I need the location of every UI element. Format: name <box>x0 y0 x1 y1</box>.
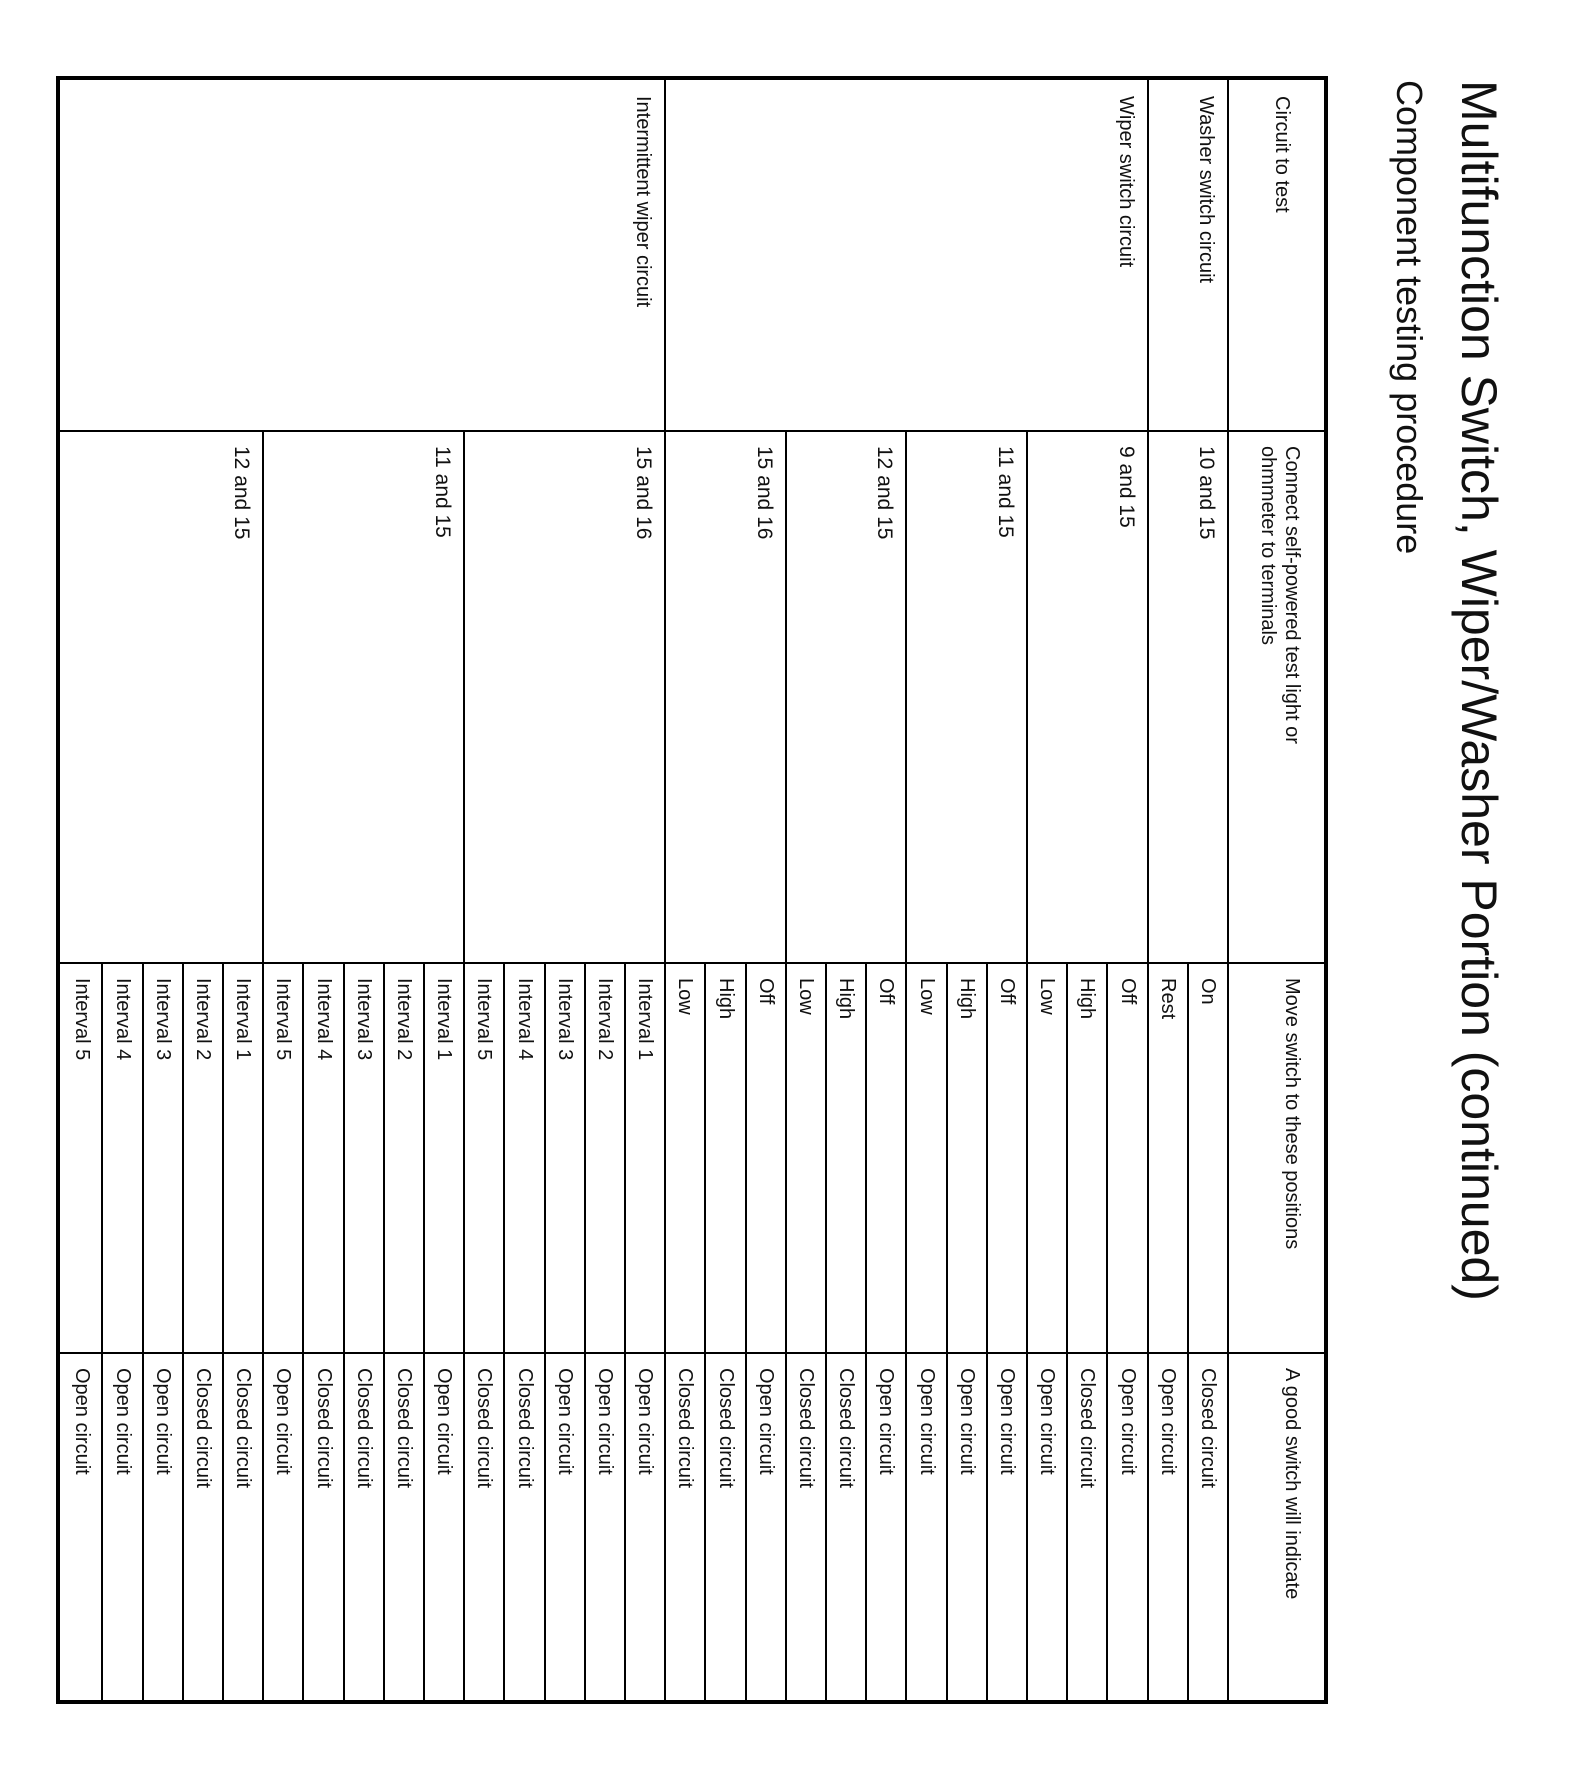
position-cell: Interval 2 <box>192 978 214 1061</box>
header-indicate: A good switch will indicate <box>1281 1368 1303 1600</box>
position-cell: Off <box>754 978 777 1005</box>
position-cell: Interval 3 <box>553 978 576 1061</box>
terminal-label: 11 and 15 <box>994 446 1017 538</box>
position-cell: Off <box>996 978 1018 1005</box>
result-cell: Open circuit <box>1156 1368 1179 1475</box>
position-cell: Low <box>795 978 817 1015</box>
result-cell: Closed circuit <box>352 1368 375 1489</box>
position-cell: Interval 4 <box>312 978 335 1061</box>
result-cell: Closed circuit <box>1197 1368 1219 1489</box>
position-cell: Interval 3 <box>352 978 375 1061</box>
result-cell: Open circuit <box>955 1368 978 1475</box>
terminal-divider <box>905 430 907 1700</box>
page-title: Multifunction Switch, Wiper/Washer Portion (continued) <box>1451 80 1507 1301</box>
row-divider <box>544 962 546 1700</box>
circuit-label: Wiper switch circuit <box>1114 96 1137 268</box>
row-divider <box>101 962 103 1700</box>
position-cell: Interval 1 <box>433 978 456 1061</box>
result-cell: Open circuit <box>151 1368 174 1475</box>
result-cell: Open circuit <box>71 1368 94 1475</box>
terminal-label: 9 and 15 <box>1114 446 1138 528</box>
terminal-divider <box>785 430 787 1700</box>
result-cell: Closed circuit <box>513 1368 536 1489</box>
row-divider <box>1187 962 1189 1700</box>
terminal-label: 11 and 15 <box>431 446 455 538</box>
row-divider <box>222 962 224 1700</box>
position-cell: Interval 5 <box>272 978 295 1061</box>
column-divider <box>60 430 1324 432</box>
position-cell: High <box>955 978 978 1020</box>
circuit-label: Washer switch circuit <box>1195 96 1217 284</box>
result-cell: Open circuit <box>553 1368 576 1475</box>
terminal-label: 12 and 15 <box>230 446 254 540</box>
position-cell: Interval 2 <box>393 978 415 1061</box>
row-divider <box>383 962 385 1700</box>
result-cell: Closed circuit <box>192 1368 214 1489</box>
position-cell: Interval 1 <box>634 978 657 1061</box>
result-cell: Open circuit <box>1036 1368 1059 1475</box>
row-divider <box>142 962 144 1700</box>
position-cell: Interval 4 <box>111 978 134 1061</box>
row-divider <box>503 962 505 1700</box>
header-circuit: Circuit to test <box>1271 96 1293 213</box>
page-subtitle: Component testing procedure <box>1389 80 1430 555</box>
result-cell: Closed circuit <box>795 1368 817 1489</box>
result-cell: Open circuit <box>875 1368 898 1475</box>
terminal-label: 15 and 16 <box>752 446 776 540</box>
position-cell: High <box>1076 978 1099 1020</box>
result-cell: Closed circuit <box>674 1368 697 1489</box>
result-cell: Open circuit <box>272 1368 295 1475</box>
position-cell: Off <box>1116 978 1139 1005</box>
result-cell: Closed circuit <box>393 1368 415 1489</box>
position-cell: Interval 4 <box>513 978 536 1061</box>
position-cell: Interval 1 <box>232 978 255 1061</box>
result-cell: Open circuit <box>111 1368 134 1475</box>
position-cell: Rest <box>1156 978 1179 1020</box>
position-cell: High <box>835 978 858 1020</box>
terminal-divider <box>262 430 264 1700</box>
circuit-label: Intermittent wiper circuit <box>632 96 655 308</box>
header-divider <box>1227 80 1229 1700</box>
row-divider <box>182 962 184 1700</box>
position-cell: Low <box>1036 978 1059 1015</box>
header-connect: Connect self-powered test light or ohmmeter to terminals <box>1257 446 1303 744</box>
position-cell: Low <box>674 978 697 1015</box>
row-divider <box>986 962 988 1700</box>
terminal-label: 10 and 15 <box>1195 446 1218 540</box>
test-table <box>56 76 1328 1704</box>
position-cell: High <box>714 978 737 1020</box>
result-cell: Open circuit <box>1116 1368 1139 1475</box>
result-cell: Open circuit <box>634 1368 657 1475</box>
result-cell: Closed circuit <box>835 1368 858 1489</box>
terminal-label: 15 and 16 <box>632 446 656 540</box>
row-divider <box>865 962 867 1700</box>
result-cell: Closed circuit <box>232 1368 255 1489</box>
position-cell: Off <box>875 978 898 1005</box>
position-cell: Interval 3 <box>151 978 174 1061</box>
row-divider <box>302 962 304 1700</box>
row-divider <box>343 962 345 1700</box>
group-divider <box>1147 80 1149 1700</box>
row-divider <box>704 962 706 1700</box>
result-cell: Closed circuit <box>312 1368 335 1489</box>
terminal-divider <box>463 430 465 1700</box>
result-cell: Closed circuit <box>714 1368 737 1489</box>
terminal-divider <box>1026 430 1028 1700</box>
row-divider <box>1106 962 1108 1700</box>
row-divider <box>946 962 948 1700</box>
result-cell: Closed circuit <box>1076 1368 1099 1489</box>
row-divider <box>1066 962 1068 1700</box>
row-divider <box>745 962 747 1700</box>
result-cell: Open circuit <box>594 1368 616 1475</box>
column-divider <box>60 962 1324 964</box>
position-cell: Interval 2 <box>594 978 616 1061</box>
row-divider <box>584 962 586 1700</box>
header-move: Move switch to these positions <box>1281 978 1303 1250</box>
result-cell: Open circuit <box>996 1368 1018 1475</box>
column-divider <box>60 1352 1324 1354</box>
group-divider <box>664 80 666 1700</box>
result-cell: Open circuit <box>915 1368 938 1475</box>
result-cell: Open circuit <box>754 1368 777 1475</box>
result-cell: Closed circuit <box>473 1368 496 1489</box>
position-cell: Low <box>915 978 938 1015</box>
position-cell: Interval 5 <box>71 978 94 1061</box>
position-cell: Interval 5 <box>473 978 496 1061</box>
position-cell: On <box>1197 978 1219 1005</box>
terminal-label: 12 and 15 <box>873 446 897 540</box>
row-divider <box>624 962 626 1700</box>
row-divider <box>423 962 425 1700</box>
result-cell: Open circuit <box>433 1368 456 1475</box>
row-divider <box>825 962 827 1700</box>
